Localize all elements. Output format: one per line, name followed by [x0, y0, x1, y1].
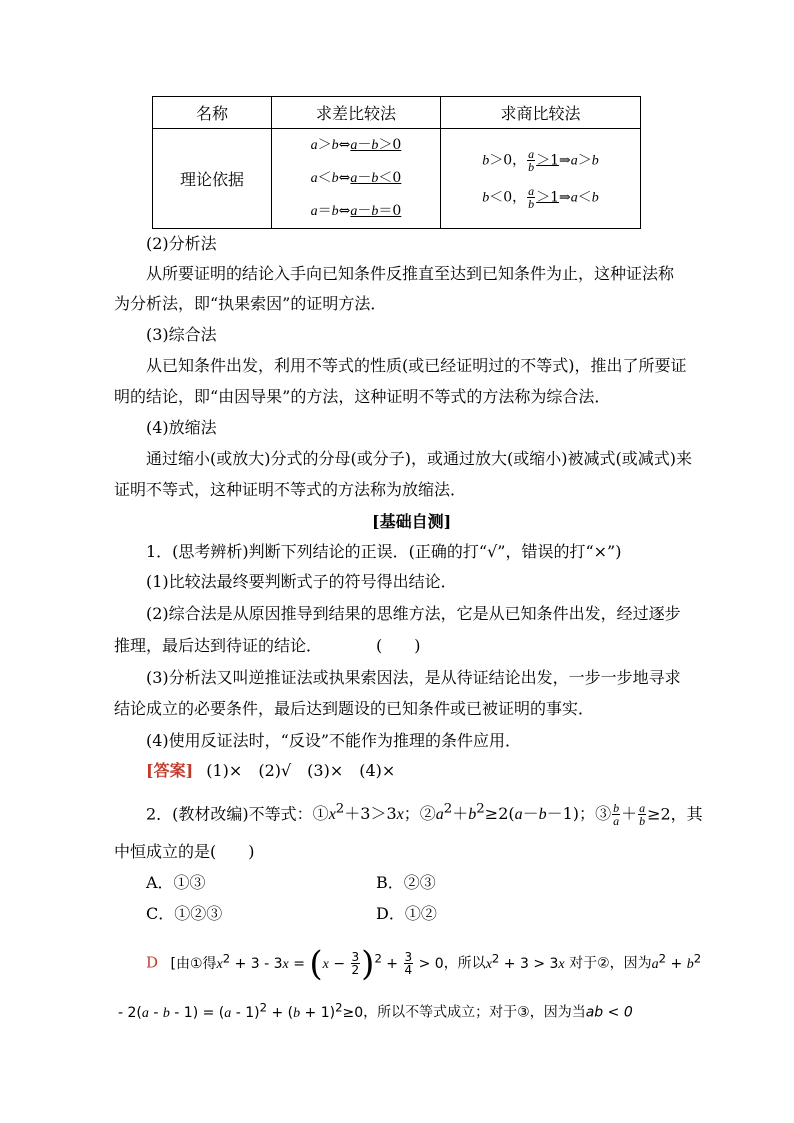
option-d: D．①② — [376, 904, 437, 923]
quotient-rule-negative: b＜0， $\frac{a}{b}$ ＞1⇒a＜b — [482, 183, 599, 211]
solution-formula-4: - $2(a - b - 1) = (a - 1)^2 + (b + 1)^2\ge 0$ — [118, 1000, 364, 1021]
table-header-difference: 求差比较法 — [272, 97, 441, 129]
question-2-lead: 2．(教材改编)不等式： — [146, 804, 313, 824]
option-c: C．①②③ — [146, 904, 223, 923]
question-1-item-3a: (3)分析法又叫逆推证法或执果索因法，是从待证结论出发，一步一步地寻求 — [146, 668, 681, 687]
scaling-paragraph-1: 通过缩小(或放大)分式的分母(或分子)，或通过放大(或缩小)被减式(或减式)来 — [146, 449, 692, 468]
question-1-item-3b: 结论成立的必要条件，最后达到题设的已知条件或已被证明的事实． — [114, 699, 595, 718]
question-2-tail: ≥2，其 — [647, 804, 703, 824]
difference-rule-eq: a＝b⇔a－b＝0 — [310, 203, 402, 219]
inequality-1: $①x^2+3>3x$； — [312, 802, 420, 824]
analysis-paragraph-1: 从所要证明的结论入手向已知条件反推直至达到已知条件为止，这种证法称 — [146, 264, 675, 283]
solution-line-2-text: ，所以不等式成立；对于③，因为当 — [363, 1004, 586, 1021]
answer-row — [146, 761, 395, 781]
difference-method-cell — [272, 129, 441, 229]
solution-formula-2: $x^2 + 3 > 3x$ — [485, 951, 565, 972]
scaling-heading: (4)放缩法 — [146, 418, 217, 437]
solution-line-1 — [146, 938, 701, 985]
self-test-title: [基础自测] — [372, 512, 452, 531]
option-b: B．②③ — [376, 873, 436, 892]
question-1-item-1: (1)比较法最终要判断式子的符号得出结论． — [146, 572, 457, 591]
table-header-quotient: 求商比较法 — [441, 97, 641, 129]
question-1: 1．(思考辨析)判断下列结论的正误．(正确的打“√”，错误的打“×”) — [146, 542, 622, 561]
solution-mid: ，所以 — [443, 955, 486, 972]
comparison-table — [152, 96, 641, 229]
question-1-item-2a: (2)综合法是从原因推导到结果的思维方法，它是从已知条件出发，经过逐步 — [146, 604, 681, 623]
answer-label: [答案] — [146, 761, 194, 780]
analysis-heading: (2)分析法 — [146, 234, 217, 253]
difference-rule-lt: a＜b⇔a－b＜0 — [310, 170, 402, 186]
question-1-item-2b: 推理，最后达到待证的结论． — [114, 636, 323, 655]
difference-rule-gt: a＞b⇔a－b＞0 — [310, 137, 402, 153]
solution-formula-1: $x^2 + 3 - 3x = (x$ − $\frac{3}{2}$ )$^2$ + $\frac{3}{4}$ > 0 — [216, 943, 444, 984]
question-2-line-2: 中恒成立的是( ) — [114, 842, 255, 861]
scaling-paragraph-2: 证明不等式，这种证明不等式的方法称为放缩法． — [114, 480, 467, 499]
table-row-label: 理论依据 — [153, 129, 272, 229]
solution-mid-2: 对于②，因为 — [569, 955, 652, 972]
solution-open: [由①得 — [170, 955, 217, 972]
synthesis-paragraph-1: 从已知条件出发，利用不等式的性质(或已经证明过的不等式)，推出了所要证 — [146, 356, 687, 375]
solution-line-2 — [118, 996, 633, 1025]
synthesis-heading: (3)综合法 — [146, 325, 217, 344]
table-header-name: 名称 — [153, 97, 272, 129]
solution-letter: D — [146, 953, 159, 972]
answer-blank: ( ) — [376, 636, 421, 655]
question-2 — [146, 796, 703, 829]
synthesis-paragraph-2: 明的结论，即“由因导果”的方法，这种证明不等式的方法称为综合法． — [114, 387, 611, 406]
analysis-paragraph-2: 为分析法，即“执果索因”的证明方法． — [114, 294, 387, 313]
solution-formula-3: $a^2 + b^2$ — [651, 951, 702, 972]
inequality-3: ③ $\frac{b}{a}$ ＋ $\frac{a}{b}$ — [595, 801, 646, 829]
quotient-method-cell — [441, 129, 641, 229]
quotient-rule-positive: b＞0， $\frac{a}{b}$ ＞1⇒a＞b — [482, 146, 599, 174]
option-a: A．①③ — [146, 873, 206, 892]
question-1-item-4: (4)使用反证法时，“反设”不能作为推理的条件应用． — [146, 731, 522, 750]
inequality-2: $②a^2+b^2\ge 2(a-b-1)$； — [419, 802, 596, 824]
answer-text: (1)× (2)√ (3)× (4)× — [206, 761, 396, 780]
solution-formula-5: ab < 0 — [585, 1004, 633, 1021]
